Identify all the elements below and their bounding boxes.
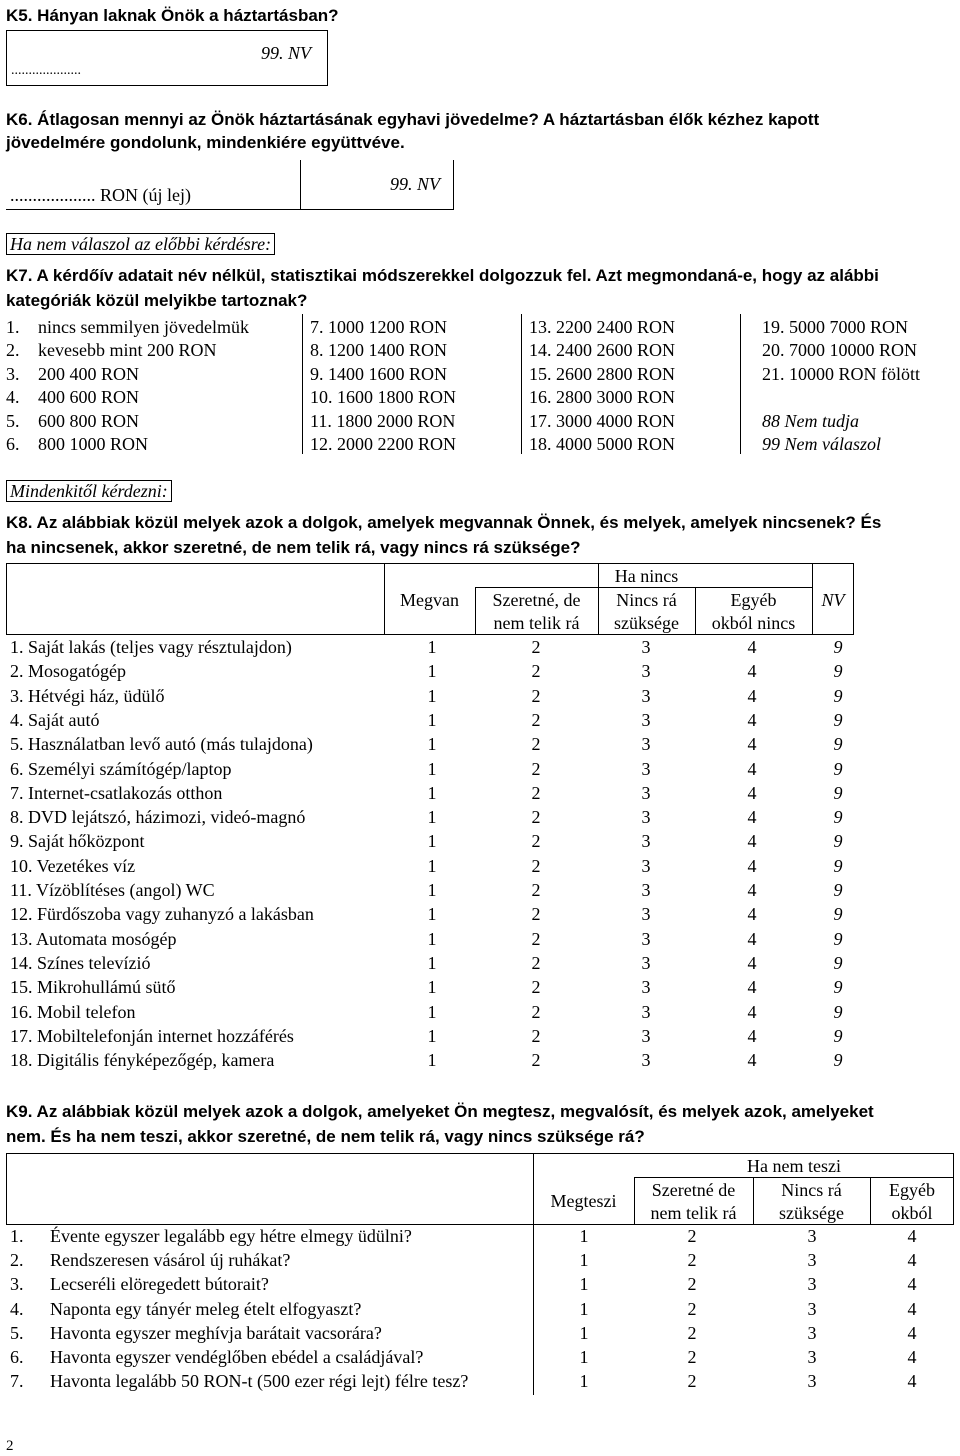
k8-row-label: 6. Személyi számítógép/laptop — [10, 758, 232, 779]
k9-header-ha-nem-teszi: Ha nem teszi — [747, 1156, 841, 1176]
k7-option[interactable]: 12. 2000 2200 RON — [310, 434, 457, 454]
k9-row-label: Lecseréli elöregedett bútorait? — [50, 1274, 269, 1295]
k8-answer-code[interactable]: 4 — [747, 709, 757, 730]
k8-row-label: 8. DVD lejátszó, házimozi, videó-magnó — [10, 807, 306, 828]
k8-answer-code[interactable]: 9 — [833, 637, 843, 657]
k6-nv-option: 99. NV — [390, 174, 441, 194]
k8-answer-code[interactable]: 9 — [833, 1025, 843, 1046]
k8-answer-code[interactable]: 3 — [641, 855, 651, 876]
k9-row-number: 6. — [10, 1347, 24, 1367]
k8-answer-code[interactable]: 1 — [427, 661, 437, 682]
k8-header-nincs-line1: Nincs rá — [616, 590, 677, 610]
k8-answer-code[interactable]: 9 — [833, 709, 843, 730]
k9-row-number: 3. — [10, 1274, 24, 1295]
k7-option[interactable]: 16. 2800 3000 RON — [529, 387, 676, 408]
k8-answer-code[interactable]: 4 — [747, 904, 757, 925]
k8-row-label: 17. Mobiltelefonján internet hozzáférés — [10, 1025, 294, 1046]
k9-header-megteszi: Megteszi — [550, 1191, 617, 1211]
k8-answer-code[interactable]: 9 — [833, 977, 843, 998]
k8-answer-code[interactable]: 9 — [833, 831, 843, 852]
k9-row-number: 7. — [10, 1371, 24, 1392]
k8-answer-code[interactable]: 3 — [641, 952, 651, 973]
instruction-if-no-answer: Ha nem válaszol az előbbi kérdésre: — [6, 233, 275, 255]
k7-question-title-line1: K7. A kérdőív adatait név nélkül, statisztikai módszerekkel dolgozzuk fel. Azt megmondaná-e, hogy az alábbi — [6, 266, 879, 285]
k8-answer-code[interactable]: 1 — [427, 758, 437, 779]
k8-answer-code[interactable]: 9 — [833, 1001, 843, 1022]
k9-answer-code[interactable]: 2 — [687, 1274, 697, 1295]
k8-answer-code[interactable]: 3 — [641, 807, 651, 828]
k9-answer-code[interactable]: 3 — [807, 1226, 817, 1246]
k7-option-label[interactable]: 400 600 RON — [38, 387, 140, 408]
page-number: 2 — [6, 1438, 14, 1454]
k8-answer-code[interactable]: 4 — [747, 952, 757, 973]
k8-answer-code[interactable]: 9 — [833, 880, 843, 900]
k8-answer-code[interactable]: 9 — [833, 661, 843, 682]
k8-answer-code[interactable]: 4 — [747, 637, 757, 657]
k8-row-label: 11. Vízöblítéses (angol) WC — [10, 880, 215, 900]
k7-option[interactable]: 21. 10000 RON fölött — [762, 363, 921, 384]
k9-answer-code[interactable]: 2 — [687, 1226, 697, 1246]
k8-answer-code[interactable]: 2 — [531, 928, 541, 949]
k8-answer-code[interactable]: 4 — [747, 1001, 757, 1022]
k9-answer-code[interactable]: 4 — [907, 1298, 917, 1319]
k8-answer-code[interactable]: 3 — [641, 1050, 651, 1071]
k9-header-egyeb-line1: Egyéb — [889, 1180, 935, 1200]
k8-header-subrule — [475, 587, 812, 588]
k7-option-label[interactable]: kevesebb mint 200 RON — [38, 340, 217, 361]
k9-answer-code[interactable]: 2 — [687, 1250, 697, 1271]
k8-row-label: 16. Mobil telefon — [10, 1001, 136, 1022]
k8-row-label: 12. Fürdőszoba vagy zuhanyzó a lakásban — [10, 904, 314, 925]
k8-answer-code[interactable]: 1 — [427, 807, 437, 828]
k9-answer-code[interactable]: 4 — [907, 1250, 917, 1271]
k8-row-label: 9. Saját hőközpont — [10, 831, 145, 852]
k9-answer-code[interactable]: 4 — [907, 1226, 917, 1246]
k9-answer-code[interactable]: 3 — [807, 1250, 817, 1271]
k8-answer-code[interactable]: 2 — [531, 904, 541, 925]
k8-answer-code[interactable]: 4 — [747, 928, 757, 949]
k9-answer-code[interactable]: 1 — [579, 1274, 589, 1295]
k8-answer-code[interactable]: 9 — [833, 1050, 843, 1071]
k7-option-label[interactable]: nincs semmilyen jövedelmük — [38, 317, 249, 337]
k8-answer-code[interactable]: 3 — [641, 904, 651, 925]
k8-answer-code[interactable]: 9 — [833, 734, 843, 755]
k8-row-label: 2. Mosogatógép — [10, 661, 126, 682]
k8-row-label: 18. Digitális fényképezőgép, kamera — [10, 1050, 275, 1071]
k5-answer-dots: .................... — [11, 63, 81, 78]
k7-option-number[interactable]: 6. — [6, 434, 20, 454]
k7-option-number[interactable]: 4. — [6, 387, 20, 408]
k9-row-label: Évente egyszer legalább egy hétre elmegy üdülni? — [50, 1226, 412, 1246]
k8-answer-code[interactable]: 9 — [833, 685, 843, 706]
k8-answer-code[interactable]: 3 — [641, 1001, 651, 1022]
k8-answer-code[interactable]: 3 — [641, 637, 651, 657]
k6-question-title-line2: jövedelmére gondolunk, mindenkiére együttvéve. — [6, 133, 405, 152]
k8-answer-code[interactable]: 1 — [427, 831, 437, 852]
k8-answer-code[interactable]: 4 — [747, 758, 757, 779]
k8-answer-code[interactable]: 3 — [641, 734, 651, 755]
k8-answer-code[interactable]: 9 — [833, 855, 843, 876]
k8-answer-code[interactable]: 2 — [531, 1025, 541, 1046]
k7-option-label[interactable]: 200 400 RON — [38, 363, 140, 384]
k8-answer-code[interactable]: 2 — [531, 661, 541, 682]
k8-answer-code[interactable]: 2 — [531, 734, 541, 755]
k9-answer-code[interactable]: 4 — [907, 1322, 917, 1343]
k8-answer-code[interactable]: 4 — [747, 977, 757, 998]
k9-answer-code[interactable]: 1 — [579, 1371, 589, 1392]
k9-row-number: 5. — [10, 1322, 24, 1343]
k7-option[interactable]: 8. 1200 1400 RON — [310, 340, 448, 361]
k8-answer-code[interactable]: 3 — [641, 831, 651, 852]
k9-row-label: Naponta egy tányér meleg ételt elfogyaszt? — [50, 1298, 362, 1319]
k8-answer-code[interactable]: 3 — [641, 709, 651, 730]
k7-option[interactable]: 19. 5000 7000 RON — [762, 317, 909, 337]
k8-answer-code[interactable]: 3 — [641, 758, 651, 779]
k8-row-label: 5. Használatban levő autó (más tulajdona) — [10, 734, 313, 755]
k9-answer-code[interactable]: 1 — [579, 1226, 589, 1246]
k8-answer-code[interactable]: 4 — [747, 807, 757, 828]
k7-option[interactable]: 13. 2200 2400 RON — [529, 317, 676, 337]
k8-answer-code[interactable]: 4 — [747, 734, 757, 755]
k7-option-label[interactable]: 600 800 RON — [38, 410, 140, 431]
k9-answer-code[interactable]: 4 — [907, 1274, 917, 1295]
k8-answer-code[interactable]: 1 — [427, 1025, 437, 1046]
k8-answer-code[interactable]: 2 — [531, 880, 541, 900]
k8-row-label: 7. Internet-csatlakozás otthon — [10, 782, 223, 803]
k5-nv-option: 99. NV — [261, 43, 312, 63]
k8-answer-code[interactable]: 4 — [747, 1025, 757, 1046]
k8-answer-code[interactable]: 4 — [747, 1050, 757, 1071]
k9-answer-code[interactable]: 3 — [807, 1371, 817, 1392]
k6-question-title-line1: K6. Átlagosan mennyi az Önök háztartásának egyhavi jövedelme? A háztartásban élők kézhez kapott — [6, 110, 820, 129]
k8-answer-code[interactable]: 2 — [531, 637, 541, 657]
k8-header-nincs-line2: szüksége — [614, 613, 679, 633]
k9-answer-code[interactable]: 4 — [907, 1371, 917, 1392]
k8-answer-code[interactable]: 4 — [747, 661, 757, 682]
k8-answer-code[interactable]: 9 — [833, 807, 843, 828]
k8-answer-code[interactable]: 2 — [531, 855, 541, 876]
k8-answer-code[interactable]: 1 — [427, 637, 437, 657]
k7-option-label[interactable]: 800 1000 RON — [38, 434, 149, 454]
k9-answer-code[interactable]: 1 — [579, 1322, 589, 1343]
k7-option[interactable]: 18. 4000 5000 RON — [529, 434, 676, 454]
k9-header-szeretne-line1: Szeretné de — [651, 1180, 736, 1200]
k9-answer-code[interactable]: 1 — [579, 1298, 589, 1319]
k7-option-number[interactable]: 5. — [6, 410, 20, 431]
k5-answer-box[interactable] — [6, 30, 328, 86]
k9-header-szeretne-line2: nem telik rá — [650, 1203, 737, 1223]
k5-question-title: K5. Hányan laknak Önök a háztartásban? — [6, 6, 339, 25]
k7-col-divider — [521, 314, 522, 454]
k8-answer-code[interactable]: 1 — [427, 734, 437, 755]
k8-answer-code[interactable]: 1 — [427, 1001, 437, 1022]
k7-option-number[interactable]: 2. — [6, 340, 20, 361]
k8-answer-code[interactable]: 1 — [427, 977, 437, 998]
k8-answer-code[interactable]: 9 — [833, 952, 843, 973]
k9-row-label: Havonta egyszer vendéglőben ebédel a családjával? — [50, 1347, 424, 1367]
k9-header-egyeb-line2: okból — [891, 1203, 933, 1223]
k7-option[interactable]: 88 Nem tudja — [762, 410, 859, 431]
k9-question-title-line2: nem. És ha nem teszi, akkor szeretné, de nem telik rá, vagy nincs szüksége rá? — [6, 1127, 645, 1146]
k8-answer-code[interactable]: 9 — [833, 928, 843, 949]
k9-row-label: Rendszeresen vásárol új ruhákat? — [50, 1250, 291, 1271]
k8-answer-code[interactable]: 1 — [427, 928, 437, 949]
k8-row-label: 10. Vezetékes víz — [10, 855, 136, 876]
k9-row-number: 1. — [10, 1226, 24, 1246]
k8-answer-code[interactable]: 3 — [641, 880, 651, 900]
k8-answer-code[interactable]: 3 — [641, 685, 651, 706]
k9-row-number: 4. — [10, 1298, 24, 1319]
k8-answer-code[interactable]: 2 — [531, 831, 541, 852]
k9-answer-code[interactable]: 2 — [687, 1347, 697, 1367]
k8-answer-code[interactable]: 1 — [427, 855, 437, 876]
k9-row-number: 2. — [10, 1250, 24, 1271]
k8-row-label: 13. Automata mosógép — [10, 928, 177, 949]
k8-answer-code[interactable]: 4 — [747, 782, 757, 803]
k6-answer-box[interactable] — [6, 160, 454, 210]
k7-option[interactable]: 17. 3000 4000 RON — [529, 410, 676, 431]
k9-divider — [533, 1153, 534, 1395]
k7-col-divider — [302, 314, 303, 454]
k7-option[interactable]: 14. 2400 2600 RON — [529, 340, 676, 361]
k7-option[interactable]: 10. 1600 1800 RON — [310, 387, 457, 408]
k7-option[interactable]: 11. 1800 2000 RON — [310, 410, 456, 431]
k8-answer-code[interactable]: 1 — [427, 1050, 437, 1071]
k8-answer-code[interactable]: 3 — [641, 1025, 651, 1046]
k8-answer-code[interactable]: 4 — [747, 880, 757, 900]
k8-answer-code[interactable]: 2 — [531, 977, 541, 998]
k7-option-number[interactable]: 3. — [6, 363, 20, 384]
k8-answer-code[interactable]: 4 — [747, 685, 757, 706]
k8-answer-code[interactable]: 1 — [427, 685, 437, 706]
k9-answer-code[interactable]: 2 — [687, 1322, 697, 1343]
k8-answer-code[interactable]: 9 — [833, 782, 843, 803]
k9-question-title-line1: K9. Az alábbiak közül melyek azok a dolgok, amelyeket Ön megtesz, megvalósít, és melyek azok, amelyeket — [6, 1102, 874, 1121]
k8-answer-code[interactable]: 2 — [531, 685, 541, 706]
k8-answer-code[interactable]: 1 — [427, 709, 437, 730]
k9-header-subrule — [634, 1177, 954, 1178]
k8-answer-code[interactable]: 2 — [531, 782, 541, 803]
k8-answer-code[interactable]: 1 — [427, 880, 437, 900]
k8-answer-code[interactable]: 4 — [747, 831, 757, 852]
k8-header-szeretne-line1: Szeretné, de — [492, 590, 581, 610]
k8-answer-code[interactable]: 4 — [747, 855, 757, 876]
k8-question-title-line2: ha nincsenek, akkor szeretné, de nem telik rá, vagy nincs rá szüksége? — [6, 538, 581, 557]
k8-answer-code[interactable]: 2 — [531, 807, 541, 828]
k8-answer-code[interactable]: 1 — [427, 952, 437, 973]
k9-answer-code[interactable]: 2 — [687, 1298, 697, 1319]
k9-answer-code[interactable]: 3 — [807, 1274, 817, 1295]
k8-row-label: 15. Mikrohullámú sütő — [10, 977, 176, 998]
k9-row-label: Havonta legalább 50 RON-t (500 ezer régi lejt) félre tesz? — [50, 1371, 469, 1392]
k9-header-nincs-line1: Nincs rá — [781, 1180, 842, 1200]
k8-row-label: 1. Saját lakás (teljes vagy résztulajdon) — [10, 637, 292, 657]
k8-answer-code[interactable]: 2 — [531, 709, 541, 730]
k8-answer-code[interactable]: 3 — [641, 661, 651, 682]
k8-answer-code[interactable]: 1 — [427, 782, 437, 803]
k7-option[interactable]: 99 Nem válaszol — [762, 434, 881, 454]
k8-answer-code[interactable]: 2 — [531, 1050, 541, 1071]
k8-header-ha-nincs: Ha nincs — [614, 566, 679, 586]
k8-question-title-line1: K8. Az alábbiak közül melyek azok a dolgok, amelyek megvannak Önnek, és melyek, amelyek nincsenek? És — [6, 513, 882, 532]
k8-answer-code[interactable]: 2 — [531, 1001, 541, 1022]
k9-answer-code[interactable]: 2 — [687, 1371, 697, 1392]
k7-col-divider — [740, 314, 741, 454]
k8-header-egyeb-line2: okból nincs — [711, 613, 796, 633]
k8-answer-code[interactable]: 3 — [641, 782, 651, 803]
k9-answer-code[interactable]: 1 — [579, 1347, 589, 1367]
k8-header-megvan: Megvan — [400, 590, 459, 610]
k9-header-nincs-line2: szüksége — [779, 1203, 844, 1223]
k8-answer-code[interactable]: 2 — [531, 952, 541, 973]
k9-answer-code[interactable]: 1 — [579, 1250, 589, 1271]
k7-option[interactable]: 7. 1000 1200 RON — [310, 317, 448, 337]
k9-row-label: Havonta egyszer meghívja barátait vacsorára? — [50, 1322, 382, 1343]
k7-option[interactable]: 20. 7000 10000 RON — [762, 340, 918, 361]
k8-answer-code[interactable]: 9 — [833, 758, 843, 779]
k7-option[interactable]: 9. 1400 1600 RON — [310, 363, 448, 384]
k9-answer-code[interactable]: 3 — [807, 1347, 817, 1367]
k7-question-title-line2: kategóriák közül melyikbe tartoznak? — [6, 291, 308, 310]
k8-header-nv: NV — [821, 590, 845, 610]
k7-option-number[interactable]: 1. — [6, 317, 20, 337]
k8-row-label: 3. Hétvégi ház, üdülő — [10, 685, 165, 706]
instruction-ask-everyone: Mindenkitől kérdezni: — [6, 480, 172, 502]
k8-answer-code[interactable]: 9 — [833, 904, 843, 925]
k8-row-label: 4. Saját autó — [10, 709, 100, 730]
k8-answer-code[interactable]: 1 — [427, 904, 437, 925]
k8-answer-code[interactable]: 3 — [641, 928, 651, 949]
k7-option[interactable]: 15. 2600 2800 RON — [529, 363, 676, 384]
k8-header-egyeb-line1: Egyéb — [730, 590, 777, 610]
k9-answer-code[interactable]: 3 — [807, 1322, 817, 1343]
k8-answer-code[interactable]: 3 — [641, 977, 651, 998]
k9-answer-code[interactable]: 4 — [907, 1347, 917, 1367]
k6-box-divider — [300, 160, 301, 210]
k8-row-label: 14. Színes televízió — [10, 952, 151, 973]
k9-answer-code[interactable]: 3 — [807, 1298, 817, 1319]
k8-header-szeretne-line2: nem telik rá — [493, 613, 580, 633]
k6-answer-field: ................... RON (új lej) — [10, 185, 191, 205]
k8-answer-code[interactable]: 2 — [531, 758, 541, 779]
